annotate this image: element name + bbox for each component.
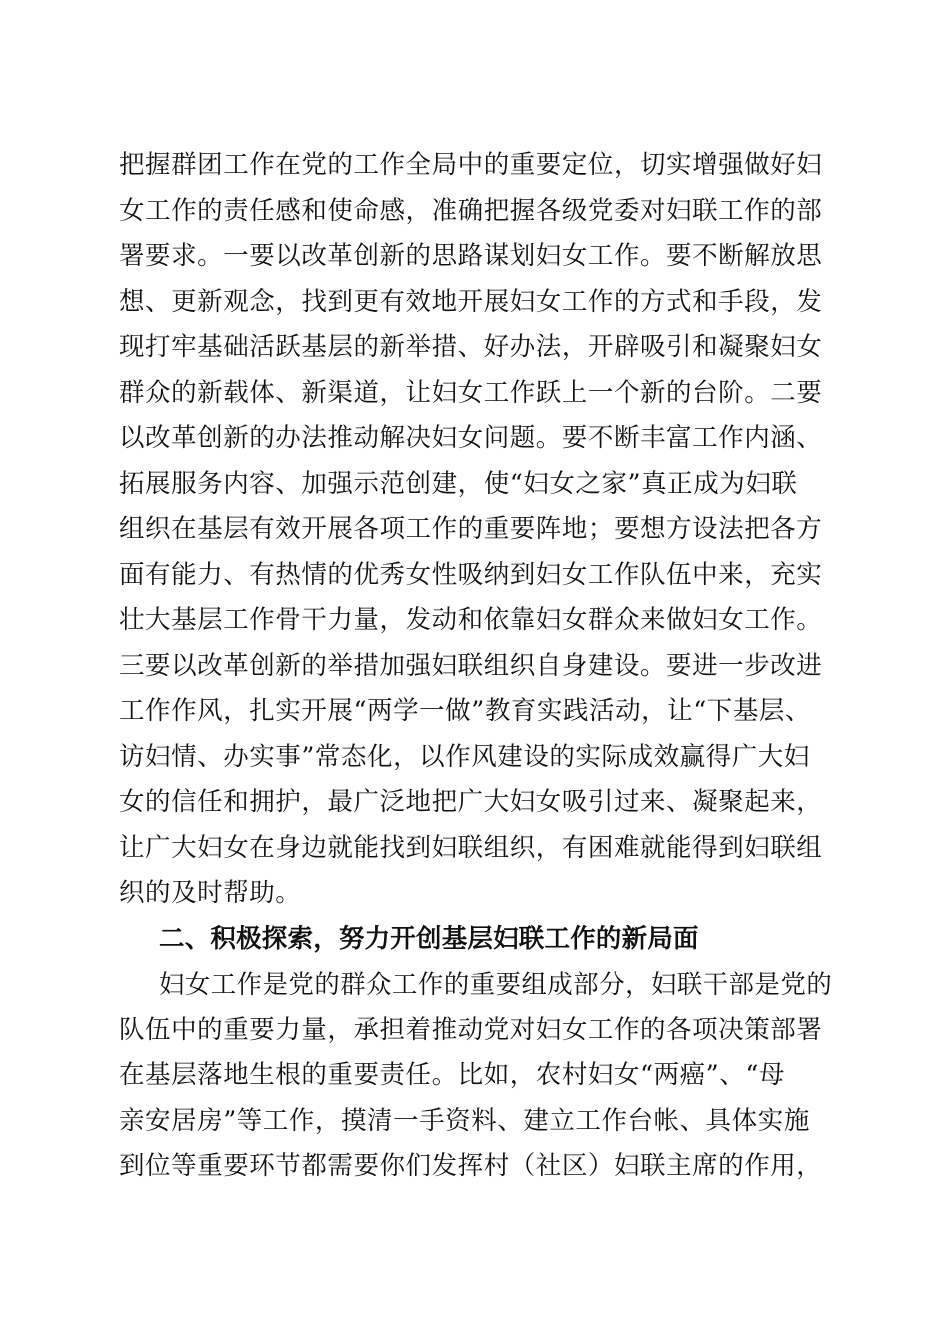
body-text-line: 拓展服务内容、加强示范创建，使“妇女之家”真正成为妇联 <box>119 469 798 499</box>
body-text-line: 队伍中的重要力量，承担着推动党对妇女工作的各项决策部署 <box>119 1015 823 1045</box>
body-text-line: 组织在基层有效开展各项工作的重要阵地；要想方设法把各方 <box>119 514 823 544</box>
body-text-line: 署要求。一要以改革创新的思路谋划妇女工作。要不断解放思 <box>119 241 823 271</box>
body-text-line: 亲安居房”等工作，摸清一手资料、建立工作台帐、具体实施 <box>119 1106 810 1136</box>
body-text-line: 织的及时帮助。 <box>119 878 302 908</box>
body-text-line: 在基层落地生根的重要责任。比如，农村妇女“两癌”、“母 <box>119 1060 785 1090</box>
body-text-line: 现打牢基础活跃基层的新举措、好办法，开辟吸引和凝聚妇女 <box>119 332 823 362</box>
body-text-line: 到位等重要环节都需要你们发挥村（社区）妇联主席的作用， <box>119 1151 823 1181</box>
body-text-line: 壮大基层工作骨干力量，发动和依靠妇女群众来做妇女工作。 <box>119 605 823 635</box>
body-text-line: 面有能力、有热情的优秀女性吸纳到妇女工作队伍中来，充实 <box>119 560 823 590</box>
body-text-line: 把握群团工作在党的工作全局中的重要定位，切实增强做好妇 <box>119 150 823 180</box>
section-heading: 二、积极探索，努力开创基层妇联工作的新局面 <box>159 924 699 954</box>
body-text-line: 女工作的责任感和使命感，准确把握各级党委对妇联工作的部 <box>119 196 823 226</box>
body-text-line: 工作作风，扎实开展“两学一做”教育实践活动，让“下基层、 <box>119 696 812 726</box>
body-text-line: 群众的新载体、新渠道，让妇女工作跃上一个新的台阶。二要 <box>119 378 823 408</box>
body-text-line: 三要以改革创新的举措加强妇联组织自身建设。要进一步改进 <box>119 651 823 681</box>
body-text-line: 想、更新观念，找到更有效地开展妇女工作的方式和手段，发 <box>119 287 823 317</box>
body-text-line: 女的信任和拥护，最广泛地把广大妇女吸引过来、凝聚起来， <box>119 787 823 817</box>
body-text-line: 以改革创新的办法推动解决妇女问题。要不断丰富工作内涵、 <box>119 423 823 453</box>
body-text-line: 妇女工作是党的群众工作的重要组成部分，妇联干部是党的 <box>159 969 833 999</box>
body-text-line: 让广大妇女在身边就能找到妇联组织，有困难就能得到妇联组 <box>119 833 823 863</box>
body-text-line: 访妇情、办实事”常态化，以作风建设的实际成效赢得广大妇 <box>119 742 810 772</box>
